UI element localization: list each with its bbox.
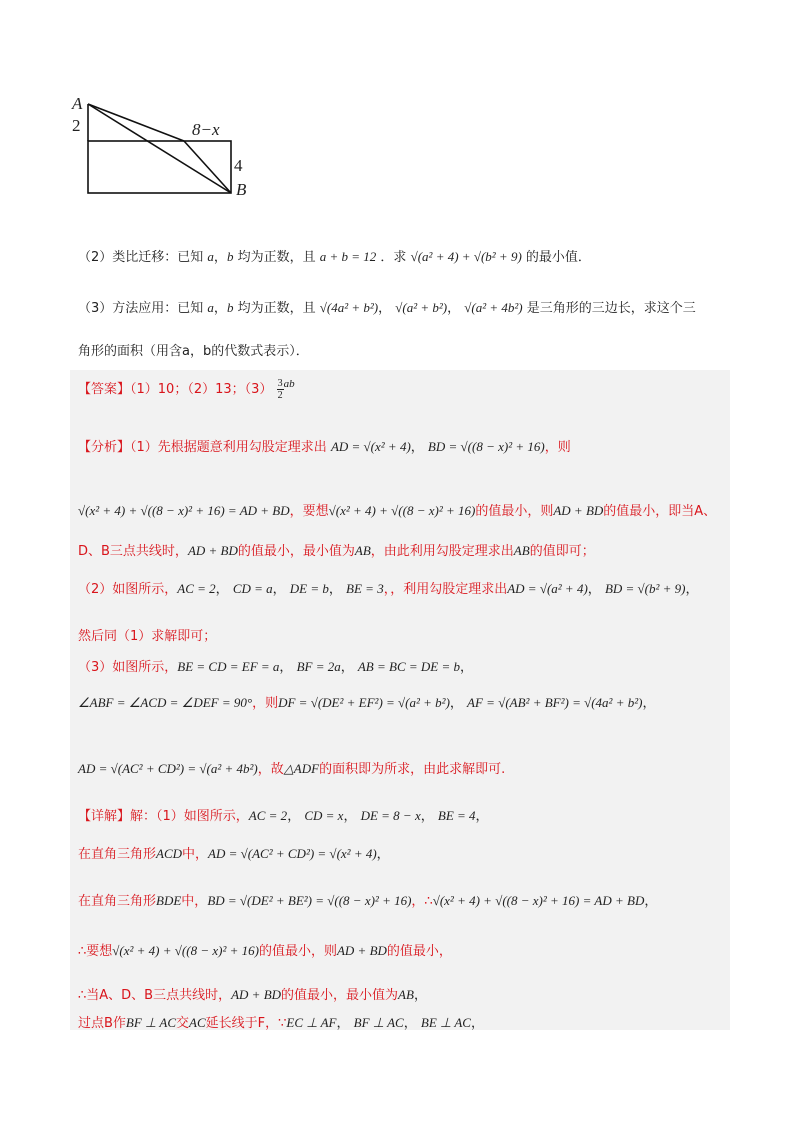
analysis-l4-de: DE = b xyxy=(289,581,329,596)
detail-l6-ec: EC ⊥ AF xyxy=(286,1015,337,1030)
label-8x: 8−x xyxy=(192,120,220,139)
analysis-l2-t3: 的值最小，即当A、 xyxy=(603,504,717,519)
analysis-l2-adbd: AD + BD xyxy=(553,503,604,518)
analysis-l6-e1: BE = CD = EF = a xyxy=(177,659,280,674)
analysis-l8-triangle: △ADF xyxy=(283,761,320,776)
detail-l2-t1: 在直角三角形 xyxy=(78,847,157,862)
analysis-l6-t1: （3）如图所示， xyxy=(78,660,178,675)
analysis-l3-t3: ，由此利用勾股定理求出 xyxy=(370,544,514,559)
detail-l4-expr: √(x² + 4) + √((8 − x)² + 16) xyxy=(112,943,259,958)
analysis-l8-ad: AD = √(AC² + CD²) = √(a² + 4b²) xyxy=(78,761,258,776)
analysis-l4-ad: AD = √(a² + 4) xyxy=(507,581,588,596)
analysis-l3-t1: D、B三点共线时， xyxy=(78,544,188,559)
analysis-l1-text: （1）先根据题意利用勾股定理求出 xyxy=(130,440,327,455)
question-3-line2: 角形的面积（用含a，b的代数式表示）． xyxy=(78,344,309,359)
answer-text: （1）10；（2）13；（3） xyxy=(130,382,273,397)
detail-l1-cd: CD = x xyxy=(304,808,344,823)
analysis-line-8 xyxy=(78,758,505,777)
detail-line-3: 在直角三角形BDE中，BD = √(DE² + BE²) = √((8 − x)² + 16)，∴√(x² + 4) + √((8 − x)² + 16) = AD + BD， xyxy=(78,893,658,909)
q3-side-3: √(a² + 4b²) xyxy=(464,300,523,315)
detail-l2-acd: ACD xyxy=(156,846,183,861)
analysis-l7-df: DF = √(DE² + EF²) = √(a² + b²) xyxy=(278,695,450,710)
detail-l2-ad: AD = √(AC² + CD²) = √(x² + 4) xyxy=(208,846,377,861)
detail-line-4 xyxy=(78,940,452,959)
analysis-l2-t1: ，要想 xyxy=(289,504,329,519)
label-2: 2 xyxy=(72,116,81,135)
detail-l4-t2: 的值最小，则 xyxy=(258,944,337,959)
label-4: 4 xyxy=(234,156,243,175)
detail-l3-bd: BD = √(DE² + BE²) = √((8 − x)² + 16) xyxy=(207,893,412,908)
analysis-l8-t2: 的面积即为所求，由此求解即可. xyxy=(319,762,506,777)
analysis-l3-t2: 的值最小，最小值为 xyxy=(237,544,355,559)
q3-prefix: （3）方法应用：已知 xyxy=(78,301,204,316)
detail-l5-t1: ∴当A、D、B三点共线时， xyxy=(78,988,232,1003)
analysis-l1-ad: AD = √(x² + 4) xyxy=(330,439,411,454)
detail-l6-ac: AC xyxy=(189,1015,206,1030)
analysis-l7-angles: ∠ABF = ∠ACD = ∠DEF = 90° xyxy=(78,695,253,710)
answer-fraction xyxy=(277,378,284,401)
detail-l3-bde: BDE xyxy=(156,893,182,908)
analysis-line-7: ∠ABF = ∠ACD = ∠DEF = 90°，则DF = √(DE² + EF²) = √(a² + b²)， AF = √(AB² + BF²) = √(4a² + b²)， xyxy=(78,695,656,711)
q2-prefix: （2）类比迁移：已知 xyxy=(78,250,204,265)
detail-l5-ab: AB xyxy=(398,987,414,1002)
detail-l6-be: BE ⊥ AC xyxy=(420,1015,471,1030)
segment-ad xyxy=(88,104,184,141)
analysis-line-5: 然后同（1）求解即可； xyxy=(78,629,217,644)
detail-l3-t1: 在直角三角形 xyxy=(78,894,157,909)
detail-l4-adbd: AD + BD xyxy=(336,943,387,958)
detail-l5-adbd: AD + BD xyxy=(231,987,282,1002)
detail-l6-t3: 延长线于F，∵ xyxy=(205,1016,287,1031)
detail-l6-bf2: BF ⊥ AC xyxy=(353,1015,404,1030)
q2-condition: a + b = 12 xyxy=(319,249,377,264)
q2-mid: 均为正数，且 xyxy=(237,250,316,265)
question-2 xyxy=(78,246,591,265)
analysis-l4-be: BE = 3 xyxy=(346,581,384,596)
frac-tail: ab xyxy=(283,378,295,390)
detail-l3-t3: ，∴ xyxy=(411,894,433,909)
analysis-line-6: （3）如图所示，BE = CD = EF = a， BF = 2a， AB = BC = DE = b， xyxy=(78,659,474,675)
detail-l2-t2: 中， xyxy=(182,847,209,862)
detail-l6-t1: 过点B作 xyxy=(78,1016,126,1031)
q2-tail: 的最小值． xyxy=(525,250,591,265)
analysis-l6-e2: BF = 2a xyxy=(296,659,341,674)
analysis-l4-t1: （2）如图所示， xyxy=(78,582,178,597)
detail-l3-sum: √(x² + 4) + √((8 − x)² + 16) = AD + BD xyxy=(432,893,645,908)
analysis-line-1: 【分析】（1）先根据题意利用勾股定理求出 AD = √(x² + 4)， BD = √((8 − x)² + 16)，则 xyxy=(78,439,571,455)
q3-var-b: b xyxy=(226,300,234,315)
q3-comma: ， xyxy=(213,301,227,316)
label-a: A xyxy=(72,94,83,113)
analysis-line-3 xyxy=(78,540,595,559)
frac-num: 3 xyxy=(277,378,283,389)
analysis-line-4: （2）如图所示，AC = 2， CD = a， DE = b， BE = 3，，利用勾股定理求出AD = √(a² + 4)， BD = √(b² + 9)， xyxy=(78,581,699,597)
segment-db xyxy=(184,141,231,193)
detail-line-5: ∴当A、D、B三点共线时，AD + BD的值最小，最小值为AB， xyxy=(78,987,427,1003)
segment-ab xyxy=(88,104,231,193)
q3-side-2: √(a² + b²) xyxy=(395,300,448,315)
analysis-l3-ab2: AB xyxy=(513,543,530,558)
analysis-l2-expr2: √(x² + 4) + √((8 − x)² + 16) xyxy=(328,503,476,518)
detail-l4-t3: 的值最小， xyxy=(386,944,452,959)
detail-line-1: 【详解】解：（1）如图所示，AC = 2， CD = x， DE = 8 − x， BE = 4， xyxy=(78,808,489,824)
analysis-tag: 【分析】 xyxy=(78,440,131,455)
q3-mid: 均为正数，且 xyxy=(237,301,316,316)
detail-l4-t1: ∴要想 xyxy=(78,944,113,959)
detail-l1-t1: 解：（1）如图所示， xyxy=(130,809,249,824)
q3-var-a: a xyxy=(207,300,214,315)
q2-ask: ．求 xyxy=(380,250,407,265)
answer-tag: 【答案】 xyxy=(78,382,131,397)
q3-tail: 是三角形的三边长，求这个三 xyxy=(526,301,696,316)
q2-expression: √(a² + 4) + √(b² + 9) xyxy=(410,249,522,264)
detail-l1-be: BE = 4 xyxy=(437,808,476,823)
analysis-l4-t2: ，，利用勾股定理求出 xyxy=(383,582,508,597)
detail-l1-de: DE = 8 − x xyxy=(360,808,421,823)
detail-l1-ac: AC = 2 xyxy=(248,808,288,823)
analysis-l6-e3: AB = BC = DE = b xyxy=(357,659,460,674)
q2-var-a: a xyxy=(207,249,214,264)
analysis-l8-t1: ，故 xyxy=(257,762,284,777)
detail-l5-t2: 的值最小，最小值为 xyxy=(281,988,399,1003)
analysis-l7-af: AF = √(AB² + BF²) = √(4a² + b²) xyxy=(467,695,643,710)
analysis-l4-bd: BD = √(b² + 9) xyxy=(604,581,686,596)
detail-l6-t2: 交 xyxy=(176,1016,190,1031)
q2-comma: ， xyxy=(213,250,227,265)
detail-tag: 【详解】 xyxy=(78,809,131,824)
analysis-l3-adbd: AD + BD xyxy=(187,543,238,558)
analysis-line-2 xyxy=(78,500,716,519)
answer-line xyxy=(78,378,295,401)
analysis-l3-ab: AB xyxy=(354,543,371,558)
analysis-l2-t2: 的值最小，则 xyxy=(475,504,554,519)
q3-side-1: √(4a² + b²) xyxy=(319,300,379,315)
detail-line-2: 在直角三角形ACD中，AD = √(AC² + CD²) = √(x² + 4)， xyxy=(78,846,390,862)
detail-line-6: 过点B作BF ⊥ AC交AC延长线于F，∵EC ⊥ AF， BF ⊥ AC， BE ⊥ AC， xyxy=(78,1015,484,1031)
analysis-l3-t4: 的值即可； xyxy=(529,544,595,559)
analysis-l1-tail: ，则 xyxy=(544,440,571,455)
label-b: B xyxy=(236,180,247,199)
analysis-l2-expr: √(x² + 4) + √((8 − x)² + 16) = AD + BD xyxy=(78,503,290,518)
detail-l3-t2: 中， xyxy=(181,894,208,909)
detail-l6-bf: BF ⊥ AC xyxy=(125,1015,177,1030)
analysis-l1-bd: BD = √((8 − x)² + 16) xyxy=(427,439,545,454)
geometry-figure xyxy=(72,96,272,206)
frac-den: 2 xyxy=(277,390,283,401)
q2-var-b: b xyxy=(226,249,234,264)
question-3: （3）方法应用：已知 a，b 均为正数，且 √(4a² + b²)， √(a² + b²)， √(a² + 4b²) 是三角形的三边长，求这个三 xyxy=(78,300,696,316)
analysis-l7-t1: ，则 xyxy=(252,696,279,711)
analysis-l4-ac: AC = 2 xyxy=(177,581,216,596)
analysis-l4-cd: CD = a xyxy=(232,581,273,596)
